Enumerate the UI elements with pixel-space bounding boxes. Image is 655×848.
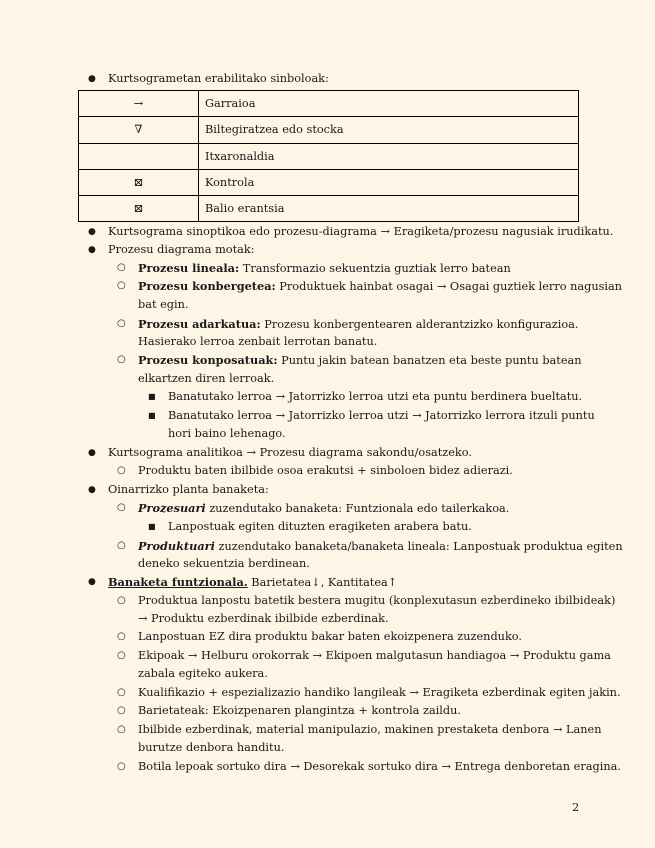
table-row [79,143,579,169]
transport-arrow-icon: → [79,91,199,117]
symbols-table [78,90,579,222]
table-row [79,196,579,222]
list-item: Banatutako lerroa → Jatorrizko lerroa utzi → Jatorrizko lerrora itzuli puntu [168,409,595,422]
list-item-cont: → Produktu ezberdinak ibilbide ezberdinak. [138,612,389,625]
bullet: ● [88,74,96,84]
list-item-cont: deneko sekuentzia berdinean. [138,557,310,570]
list-item: Prozesu lineala: Transformazio sekuentzia guztiak lerro batean [138,261,511,275]
list-item: Banatutako lerroa → Jatorrizko lerroa utzi eta puntu berdinera bueltatu. [168,390,583,403]
bullet: ○ [117,262,126,273]
bullet: ○ [117,724,126,735]
symbol-label: Itxaronaldia [199,143,579,169]
list-item-cont: burutze denbora handitu. [138,741,285,754]
list-item: Lanpostuak egiten dituzten eragiketen arabera batu. [168,520,472,533]
list-item: Ekipoak → Helburu orokorrak → Ekipoen malgutasun handiagoa → Produktu gama [138,649,611,662]
list-item: Ibilbide ezberdinak, material manipulazio, makinen prestaketa denbora → Lanen [138,723,602,736]
list-item-cont: Hasierako lerroa zenbait lerrotan banatu. [138,335,378,348]
list-item: Prozesu konbergetea: Produktuek hainbat osagai → Osagai guztiek lerro nagusian [138,279,623,293]
table-row [79,91,579,117]
bullet: ○ [117,502,126,513]
list-item: Prozesu diagrama motak: [108,243,255,256]
symbol-label: Garraioa [199,91,579,117]
symbol-label: Balio erantsia [199,196,579,222]
list-item: Kurtsograma analitikoa → Prozesu diagrama sakondu/osatzeko. [108,446,472,459]
list-item: Prozesuari zuzendutako banaketa: Funtzionala edo tailerkakoa. [138,501,510,515]
bullet: ● [88,227,96,237]
bullet: ○ [117,650,126,661]
bullet: ● [88,245,96,255]
list-item: Prozesu konposatuak: Puntu jakin batean banatzen eta beste puntu batean [138,353,582,367]
wait-symbol-cell [79,143,199,169]
list-item: Banaketa funtzionala. Barietatea↓, Kantitatea↑ [108,575,398,589]
bullet: ○ [117,354,126,365]
symbol-label: Kontrola [199,169,579,195]
bullet: ○ [117,280,126,291]
table-row [79,117,579,143]
bullet: ● [88,577,96,587]
bullet: ○ [117,465,126,476]
list-item-cont: bat egin. [138,298,189,311]
list-item: Prozesu adarkatua: Prozesu konbergentearen alderantzizko konfigurazioa. [138,317,579,331]
bullet: ○ [117,595,126,606]
list-item: Lanpostuan EZ dira produktu bakar baten ekoizpenera zuzenduko. [138,630,522,643]
bullet: ● [88,485,96,495]
symbols-intro: Kurtsogrametan erabilitako sinboloak: [108,72,329,85]
bullet: ○ [117,761,126,772]
list-item: Produktu baten ibilbide osoa erakutsi + sinboloen bidez adierazi. [138,464,513,477]
list-item: Kurtsograma sinoptikoa edo prozesu-diagrama → Eragiketa/prozesu nagusiak irudikatu. [108,225,614,238]
list-item: Produktuari zuzendutako banaketa/banaketa lineala: Lanpostuak produktua egiten [138,539,623,553]
storage-triangle-icon: ∇ [79,117,199,143]
list-item-cont: zabala egiteko aukera. [138,667,268,680]
list-item: Oinarrizko planta banaketa: [108,483,269,496]
list-item-cont: hori baino lehenago. [168,427,286,440]
table-row [79,169,579,195]
bullet: ■ [148,411,156,420]
list-item: Botila lepoak sortuko dira → Desorekak sortuko dira → Entrega denboretan eragina. [138,760,621,773]
list-item: Kualifikazio + espezializazio handiko langileak → Eragiketa ezberdinak egiten jakin. [138,686,621,699]
page-number: 2 [572,801,580,814]
list-item: Barietateak: Ekoizpenaren plangintza + kontrola zaildu. [138,704,462,717]
list-item: Produktua lanpostu batetik bestera mugitu (konplexutasun ezberdineko ibilbideak) [138,594,616,607]
bullet: ○ [117,687,126,698]
control-box-icon: ⊠ [79,169,199,195]
bullet: ○ [117,540,126,551]
bullet: ■ [148,522,156,531]
bullet: ● [88,448,96,458]
bullet: ○ [117,318,126,329]
symbol-label: Biltegiratzea edo stocka [199,117,579,143]
bullet: ■ [148,392,156,401]
bullet: ○ [117,705,126,716]
bullet: ○ [117,631,126,642]
list-item-cont: elkartzen diren lerroak. [138,372,275,385]
value-added-box-icon: ⊠ [79,196,199,222]
